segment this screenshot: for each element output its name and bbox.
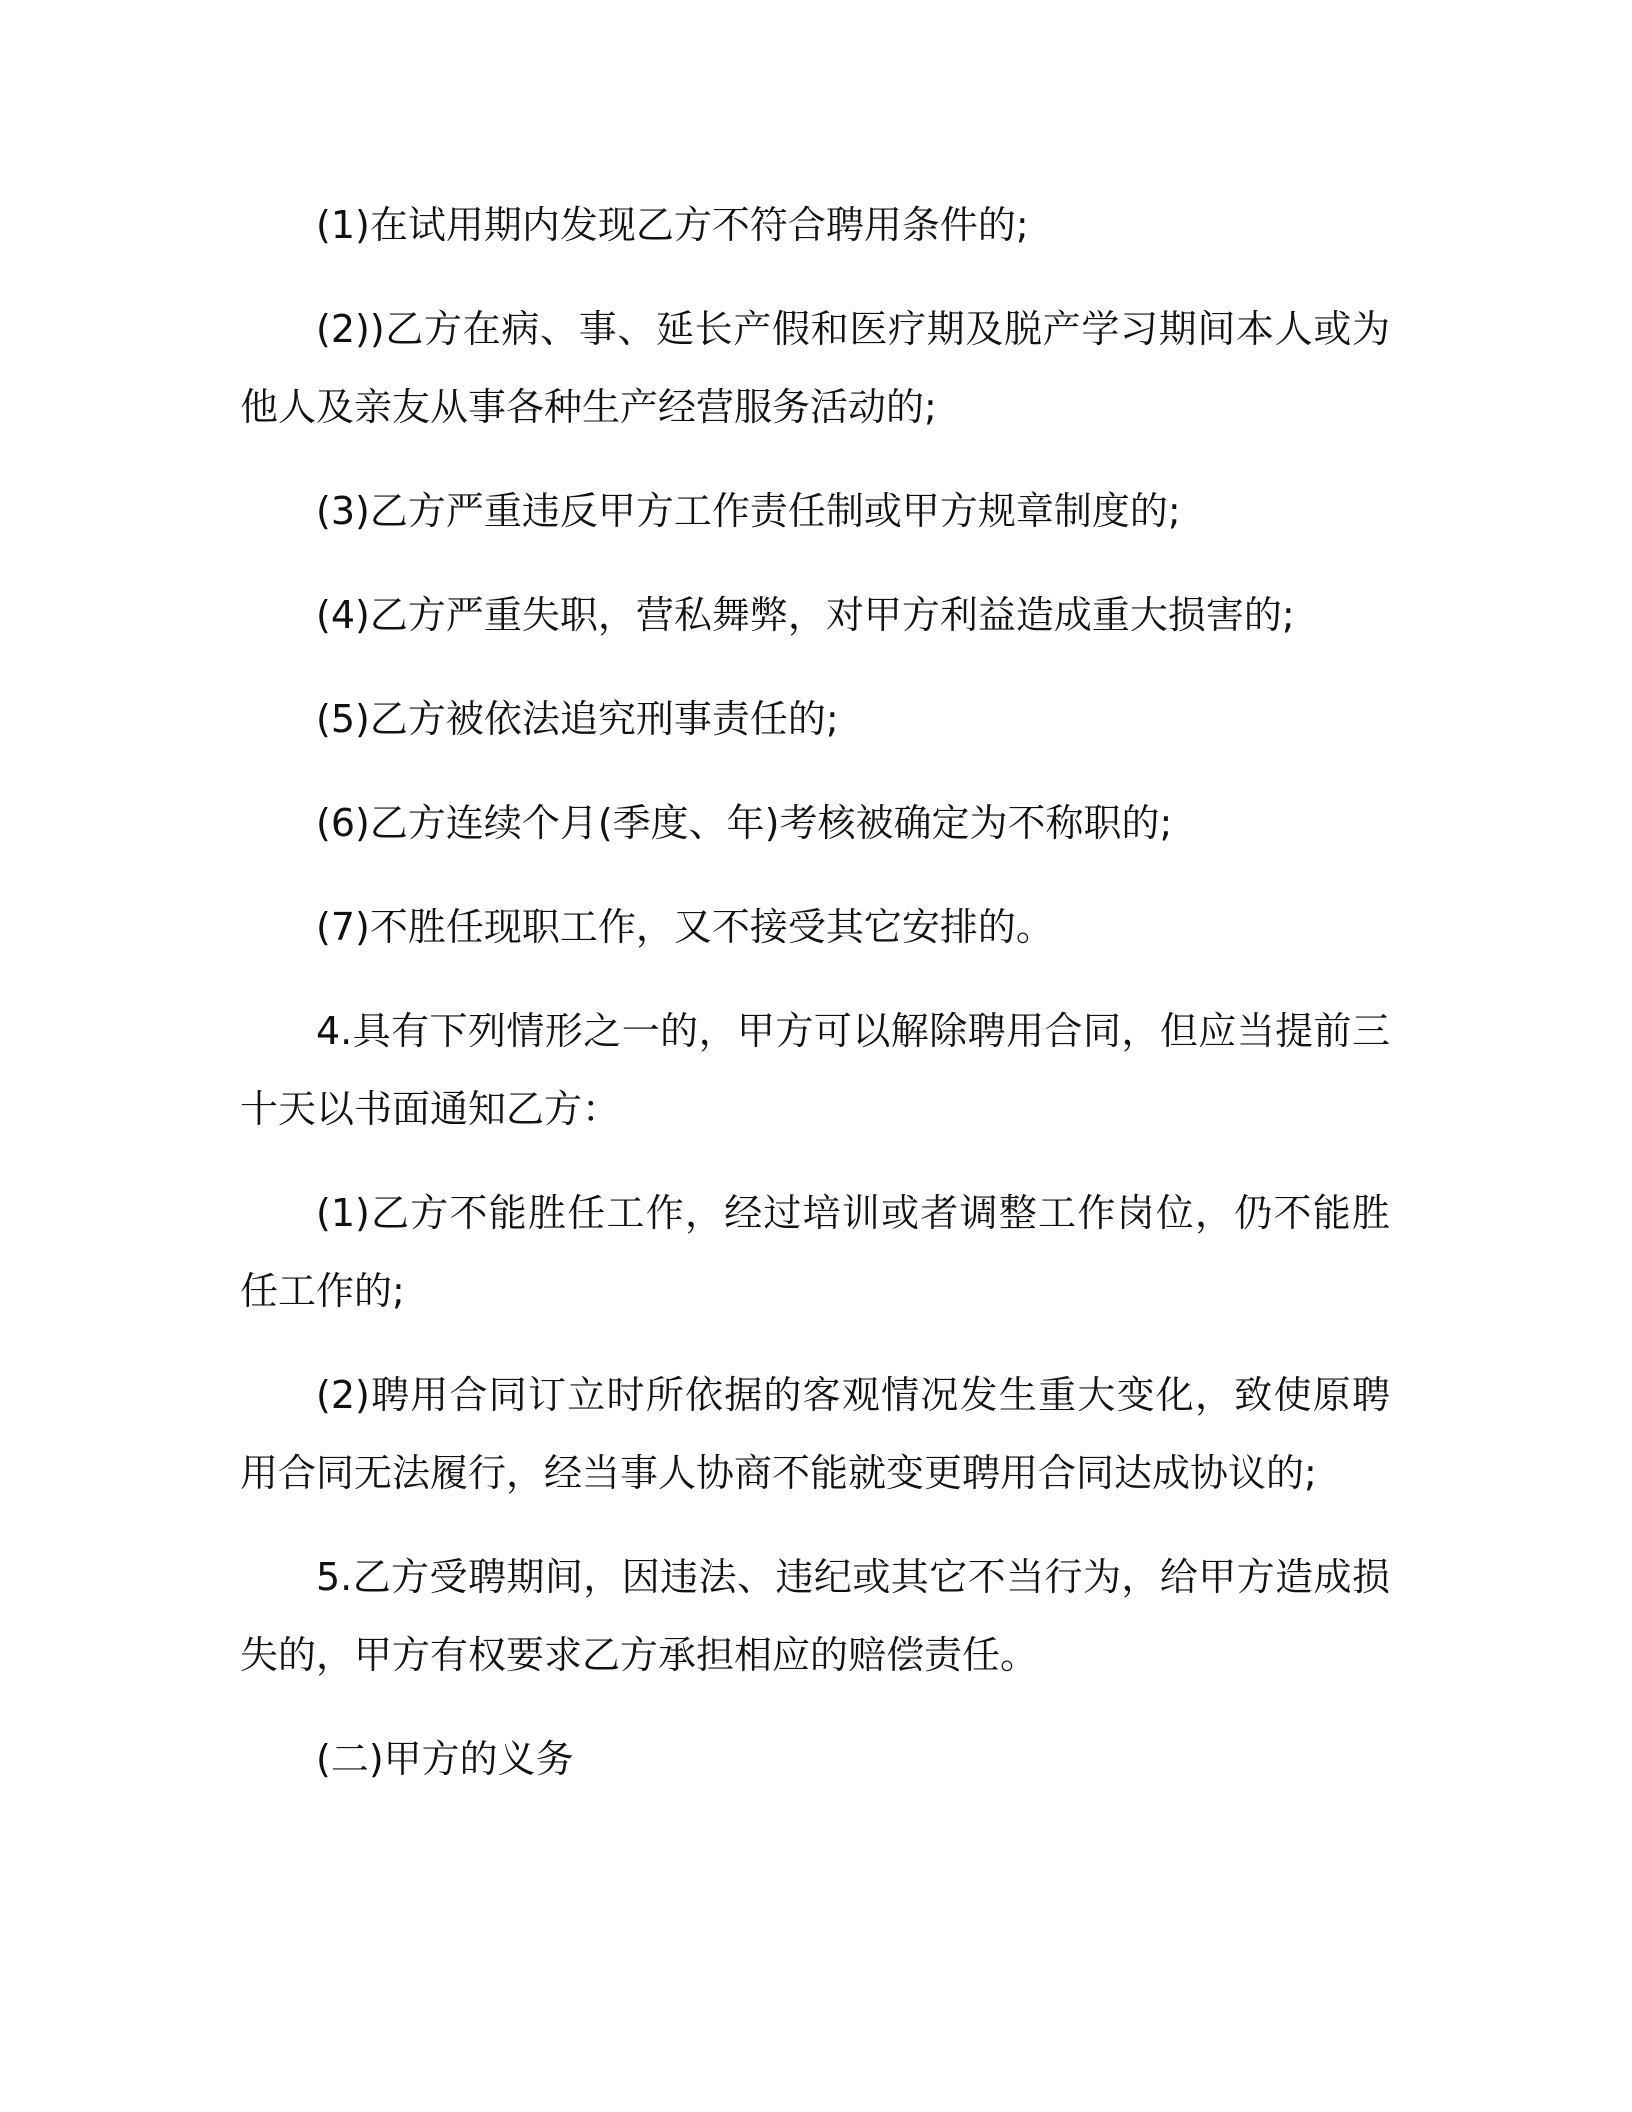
paragraph-6: (6)乙方连续个月(季度、年)考核被确定为不称职的; (316, 801, 1173, 845)
paragraph-8: 4.具有下列情形之一的，甲方可以解除聘用合同，但应当提前三十天以书面通知乙方： (240, 1009, 1390, 1131)
paragraph-1: (1)在试用期内发现乙方不符合聘用条件的; (316, 203, 1029, 247)
paragraph-5: (5)乙方被依法追究刑事责任的; (316, 697, 839, 741)
section-heading: (二)甲方的义务 (316, 1737, 574, 1781)
paragraph-2: (2))乙方在病、事、延长产假和医疗期及脱产学习期间本人或为他人及亲友从事各种生产经营服务活动的; (240, 307, 1390, 429)
paragraph-9: (1)乙方不能胜任工作，经过培训或者调整工作岗位，仍不能胜任工作的; (240, 1191, 1390, 1313)
document-body (240, 186, 1390, 1824)
paragraph-7: (7)不胜任现职工作，又不接受其它安排的。 (316, 905, 1054, 949)
paragraph-3: (3)乙方严重违反甲方工作责任制或甲方规章制度的; (316, 489, 1181, 533)
paragraph-4: (4)乙方严重失职，营私舞弊，对甲方利益造成重大损害的; (316, 593, 1295, 637)
paragraph-10: (2)聘用合同订立时所依据的客观情况发生重大变化，致使原聘用合同无法履行，经当事人协商不能就变更聘用合同达成协议的; (240, 1373, 1390, 1495)
paragraph-11: 5.乙方受聘期间，因违法、违纪或其它不当行为，给甲方造成损失的，甲方有权要求乙方承担相应的赔偿责任。 (240, 1555, 1390, 1677)
